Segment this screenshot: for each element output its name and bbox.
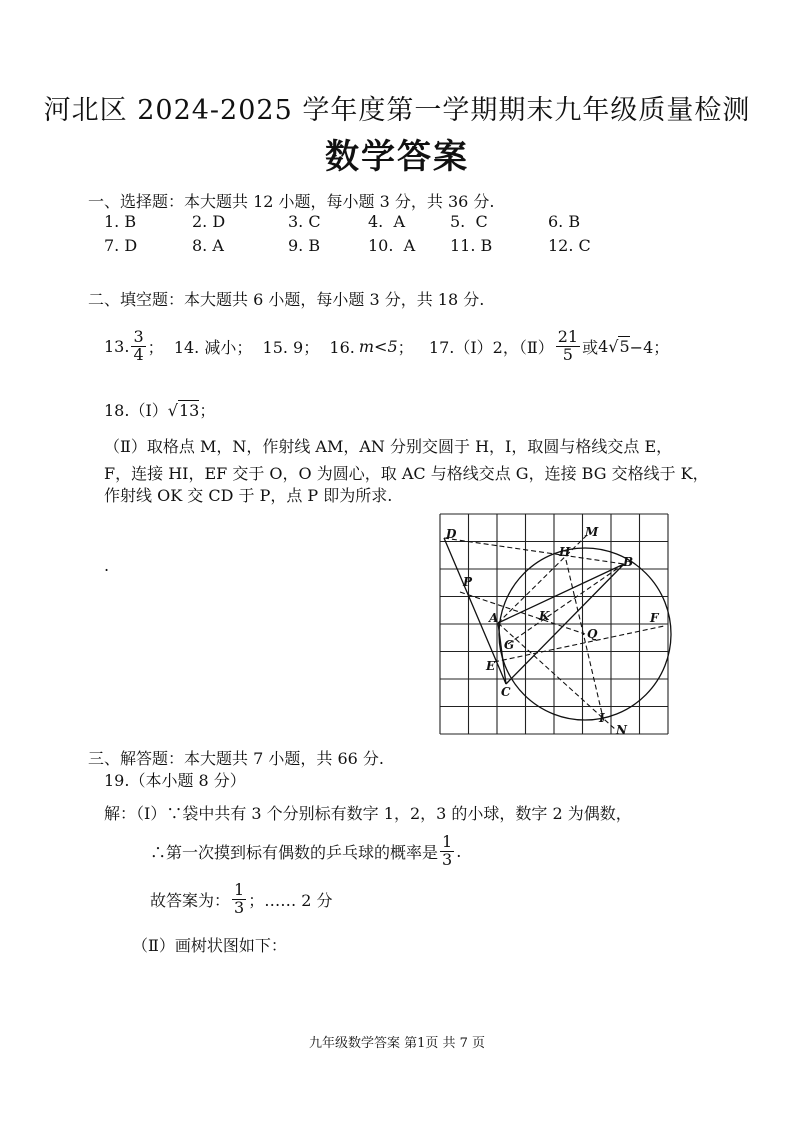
page-footer: 九年级数学答案 第1页 共 7 页 <box>308 1036 486 1051</box>
choice-answer-1: 1. B <box>104 212 137 231</box>
page-title: 河北区 2024-2025 学年度第一学期期末九年级质量检测 <box>43 95 751 126</box>
section-2-header: 二、填空题：本大题共 6 小题，每小题 3 分，共 18 分. <box>88 290 485 309</box>
label-q: Q <box>587 627 598 641</box>
label-p: P <box>463 575 473 589</box>
label-e: E <box>486 659 496 673</box>
label-i: I <box>599 711 605 725</box>
q18-part2-line3: 作射线 OK 交 CD 于 P，点 P 即为所求. <box>104 486 393 505</box>
q18-part2-line1: （Ⅱ）取格点 M，N，作射线 AM，AN 分别交圆于 H，I，取圆与格线交点 E， <box>104 437 673 456</box>
choice-answer-12: 12. C <box>548 236 591 255</box>
q13-den: 4 <box>133 344 144 364</box>
q17-fraction <box>556 326 580 364</box>
q19-line2-tail: . <box>456 841 462 861</box>
label-g: G <box>504 638 515 652</box>
q13-fraction <box>131 326 145 364</box>
choice-answer-8: 8. A <box>192 236 224 255</box>
label-c: C <box>501 685 511 699</box>
sqrt-sign: √ <box>167 401 178 420</box>
q18-tail: ； <box>199 401 216 420</box>
choice-answer-4: 4. A <box>368 212 405 231</box>
q19-title: 19.（本小题 8 分） <box>104 771 246 790</box>
q18-radicand: 13 <box>178 401 200 420</box>
label-a: A <box>489 611 499 625</box>
q19-fraction <box>440 831 454 869</box>
q19-fraction-2 <box>232 879 246 917</box>
q16-expr: m<5 <box>358 336 398 356</box>
geometry-figure <box>438 512 672 738</box>
section-1-header: 一、选择题：本大题共 12 小题，每小题 3 分，共 36 分. <box>88 192 495 211</box>
label-h: H <box>559 545 571 559</box>
figure-labels <box>445 525 660 737</box>
figure-solid-lines <box>444 538 671 720</box>
page-subtitle: 数学答案 <box>325 137 469 177</box>
q17-den: 5 <box>562 344 573 364</box>
q19-frac2-num: 1 <box>234 879 245 899</box>
q19-frac2-den: 3 <box>234 897 245 917</box>
q17-coef: 4 <box>598 336 609 356</box>
choice-answer-7: 7. D <box>104 236 138 255</box>
q17-text: ； 17.（Ⅰ）2，（Ⅱ） <box>397 337 554 357</box>
label-k: K <box>539 609 550 623</box>
segment-hi <box>566 560 604 722</box>
q19-line2 <box>150 830 461 872</box>
q13-label: 13. <box>104 336 130 356</box>
q17-radicand: 5 <box>619 337 630 356</box>
q19-line1: 解：（Ⅰ）∵袋中共有 3 个分别标有数字 1，2，3 的小球，数字 2 为偶数， <box>104 804 632 823</box>
choice-answer-11: 11. B <box>450 236 493 255</box>
segment-ab <box>498 564 624 623</box>
q19-line2-text: ∴第一次摸到标有偶数的乒乓球的概率是 <box>150 842 439 862</box>
segment-ef <box>494 626 664 662</box>
choice-answer-2: 2. D <box>192 212 226 231</box>
q13-num: 3 <box>133 326 144 346</box>
q19-line3-tail: ；…… 2 分 <box>248 890 333 910</box>
q19-line4: （Ⅱ）画树状图如下： <box>132 936 287 955</box>
label-f: F <box>650 611 659 625</box>
q18-part1 <box>104 398 215 421</box>
q18-part2-line2: F，连接 HI，EF 交于 O，O 为圆心，取 AC 与格线交点 G，连接 BG 交格线于 K， <box>104 464 709 483</box>
q19-line3 <box>150 878 333 920</box>
stray-dot: . <box>104 556 110 575</box>
q14-text: ； 14. 减小； 15. 9； 16. <box>147 337 355 357</box>
q17-tail: −4； <box>629 337 670 357</box>
label-d: D <box>446 527 457 541</box>
label-b: B <box>623 555 634 569</box>
q17-or: 或 <box>582 337 599 357</box>
label-n: N <box>616 723 627 737</box>
choice-answer-10: 10. A <box>368 236 416 255</box>
sqrt-sign: √ <box>608 336 619 356</box>
q17-num: 21 <box>557 326 579 346</box>
q19-frac-den: 3 <box>442 849 453 869</box>
q18-label: 18.（Ⅰ） <box>104 401 168 420</box>
label-m: M <box>585 525 599 539</box>
choice-answer-3: 3. C <box>288 212 321 231</box>
section-3-header: 三、解答题：本大题共 7 小题，共 66 分. <box>88 749 384 768</box>
fill-answers-row <box>104 326 669 366</box>
choice-answer-6: 6. B <box>548 212 581 231</box>
q19-line3-text: 故答案为： <box>150 890 231 910</box>
choice-answer-5: 5. C <box>450 212 488 231</box>
choice-answer-9: 9. B <box>288 236 321 255</box>
q19-frac-num: 1 <box>442 831 453 851</box>
